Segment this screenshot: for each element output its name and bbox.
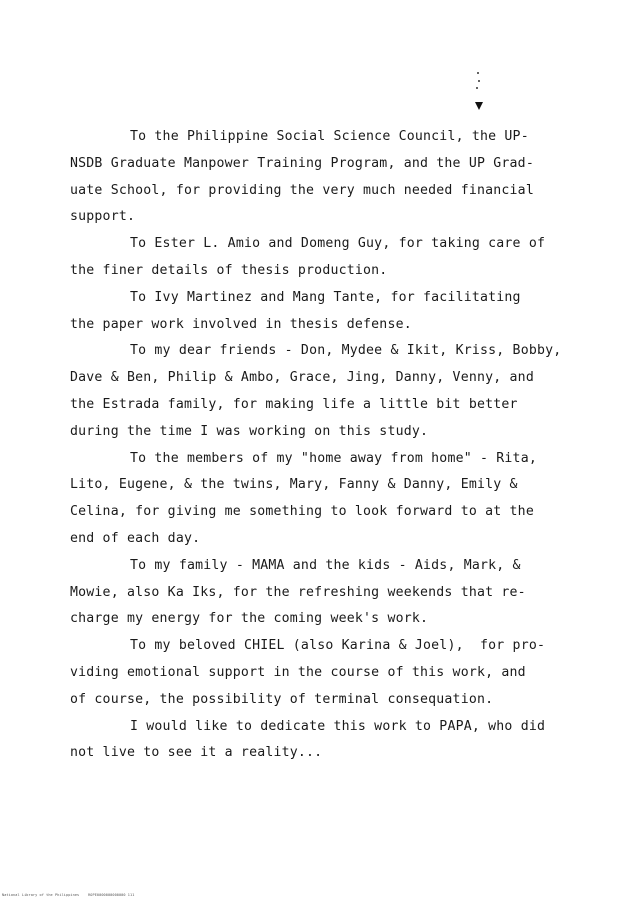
- text-line: To Ivy Martinez and Mang Tante, for facilitating: [130, 289, 521, 305]
- text-line: uate School, for providing the very much needed financial: [70, 182, 534, 198]
- text-line: Lito, Eugene, & the twins, Mary, Fanny & Danny, Emily &: [70, 477, 518, 493]
- text-line: the finer details of thesis production.: [70, 262, 388, 278]
- text-line: Celina, for giving me something to look forward to at the: [70, 504, 534, 520]
- text-line: charge my energy for the coming week's work.: [70, 611, 429, 627]
- text-line: during the time I was working on this study.: [70, 423, 429, 439]
- text-line: I would like to dedicate this work to PAPA, who did: [130, 718, 546, 734]
- text-line: To the Philippine Social Science Council, the UP-: [130, 129, 529, 144]
- text-line: viding emotional support in the course of this work, and: [70, 664, 526, 680]
- text-line: NSDB Graduate Manpower Training Program, and the UP Grad-: [70, 155, 534, 171]
- acknowledgments-body: [70, 124, 590, 767]
- scan-dot: [478, 80, 480, 82]
- down-arrow-icon: [475, 102, 483, 110]
- text-line: To my family - MAMA and the kids - Aids, Mark, &: [130, 557, 521, 573]
- text-line: To Ester L. Amio and Domeng Guy, for taking care of: [130, 236, 546, 252]
- text-line: To the members of my "home away from home" - Rita,: [130, 450, 537, 466]
- text-line: Dave & Ben, Philip & Ambo, Grace, Jing, Danny, Venny, and: [70, 370, 534, 386]
- text-line: To my dear friends - Don, Mydee & Ikit, Kriss, Bobby,: [130, 343, 562, 359]
- text-line: To my beloved CHIEL (also Karina & Joel), for pro-: [130, 638, 546, 654]
- scan-footer: National Library of the Philippines ROPE0000000000000 111: [2, 893, 135, 897]
- scan-dot: [477, 72, 479, 74]
- text-line: the Estrada family, for making life a little bit better: [70, 396, 518, 412]
- text-line: not live to see it a reality...: [70, 745, 323, 761]
- text-line: of course, the possibility of terminal consequation.: [70, 691, 494, 707]
- text-line: Mowie, also Ka Iks, for the refreshing weekends that re-: [70, 584, 526, 600]
- text-line: the paper work involved in thesis defense.: [70, 316, 412, 332]
- text-line: end of each day.: [70, 530, 201, 546]
- scan-marks: [470, 70, 490, 115]
- text-line: support.: [70, 209, 136, 225]
- scan-dot: [476, 87, 478, 89]
